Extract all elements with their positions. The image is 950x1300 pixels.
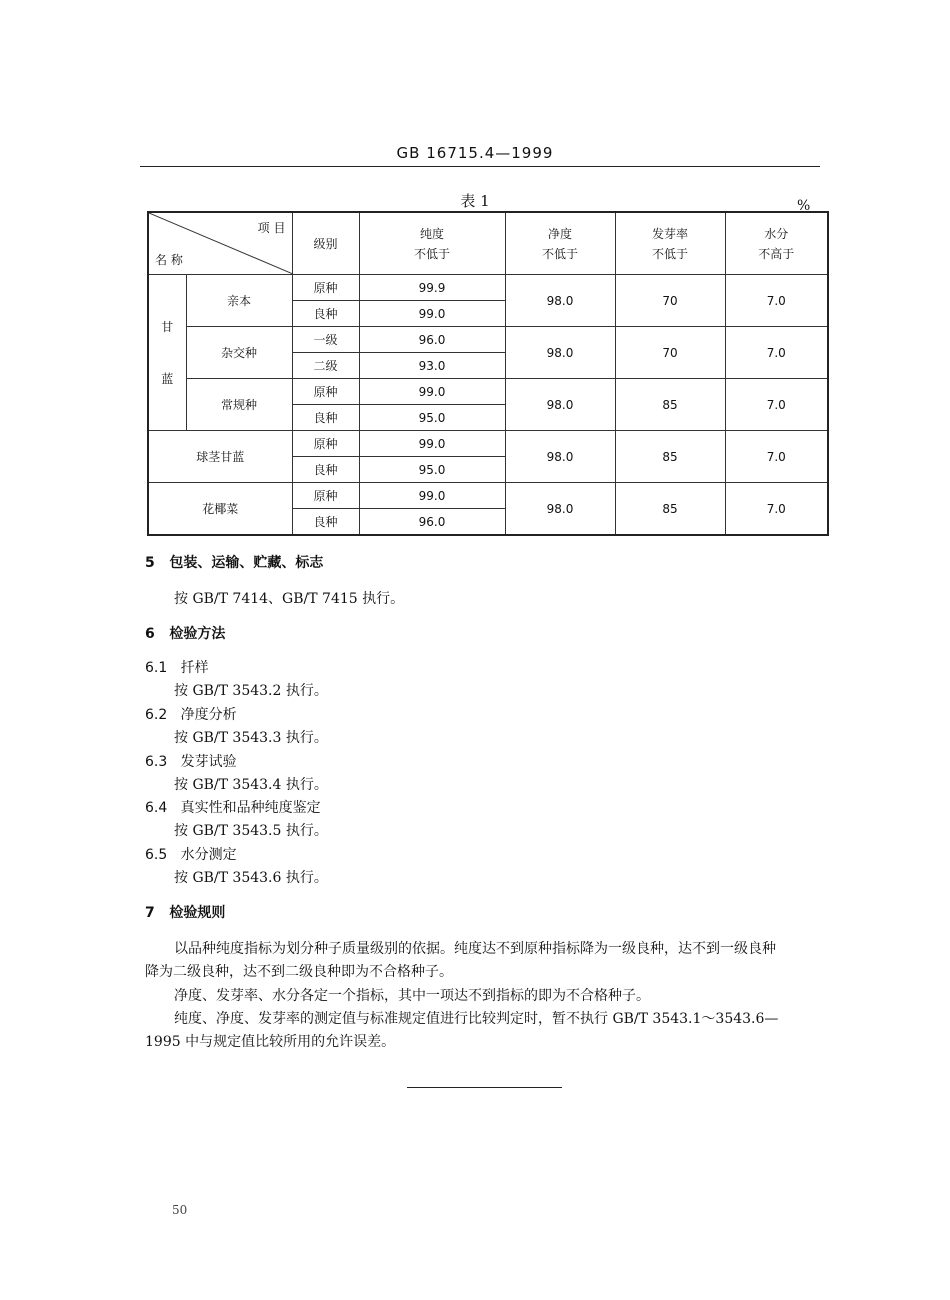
moisture-cell: 7.0 <box>725 379 828 431</box>
moisture-cell: 7.0 <box>725 327 828 379</box>
purity-cell: 99.0 <box>359 379 505 405</box>
group-name: 常规种 <box>186 379 292 431</box>
germination-cell: 70 <box>615 327 725 379</box>
section-7-para-2: 净度、发芽率、水分各定一个指标，其中一项达不到指标的即为不合格种子。 <box>174 988 650 1004</box>
section-title: 检验方法 <box>169 626 226 642</box>
seed-quality-table <box>147 211 829 536</box>
corner-y-label: 名 称 <box>155 253 183 267</box>
category-char: 蓝 <box>161 371 174 386</box>
section-5-heading <box>145 552 323 572</box>
clarity-cell: 98.0 <box>505 379 615 431</box>
table-row <box>148 379 828 405</box>
section-6-1-heading <box>145 657 209 677</box>
grade-cell: 二级 <box>292 353 359 379</box>
section-6-4-heading <box>145 797 321 817</box>
subsection-number: 6.1 <box>145 660 168 676</box>
header-germination-label: 发芽率 <box>651 226 688 241</box>
section-7-heading <box>145 902 225 922</box>
clarity-cell: 98.0 <box>505 431 615 483</box>
germination-cell: 70 <box>615 275 725 327</box>
purity-cell: 99.0 <box>359 431 505 457</box>
grade-cell: 良种 <box>292 509 359 536</box>
grade-cell: 原种 <box>292 483 359 509</box>
subsection-title: 净度分析 <box>180 707 237 723</box>
group-name: 亲本 <box>186 275 292 327</box>
section-7-para-3-line-2: 1995 中与规定值比较所用的允许误差。 <box>145 1034 396 1050</box>
subsection-title: 发芽试验 <box>180 754 237 770</box>
header-clarity-label: 净度 <box>547 226 572 241</box>
category-label <box>149 301 186 405</box>
table-row <box>148 483 828 509</box>
section-6-1-text: 按 GB/T 3543.2 执行。 <box>174 683 328 699</box>
clarity-cell: 98.0 <box>505 483 615 536</box>
section-number: 7 <box>145 905 155 921</box>
purity-cell: 95.0 <box>359 405 505 431</box>
section-6-5-heading <box>145 844 237 864</box>
moisture-cell: 7.0 <box>725 431 828 483</box>
header-rule <box>140 166 820 167</box>
table-corner-header <box>148 212 292 275</box>
subsection-number: 6.5 <box>145 847 168 863</box>
header-purity <box>359 212 505 275</box>
purity-cell: 96.0 <box>359 327 505 353</box>
grade-cell: 良种 <box>292 405 359 431</box>
section-7-para-1-line-1: 以品种纯度指标为划分种子质量级别的依据。纯度达不到原种指标降为一级良种，达不到一级良种 <box>174 941 776 957</box>
section-6-4-text: 按 GB/T 3543.5 执行。 <box>174 823 328 839</box>
clarity-cell: 98.0 <box>505 275 615 327</box>
section-number: 6 <box>145 626 155 642</box>
section-title: 包装、运输、贮藏、标志 <box>169 555 324 571</box>
header-grade: 级别 <box>292 212 359 275</box>
germination-cell: 85 <box>615 483 725 536</box>
subsection-title: 扦样 <box>180 660 209 676</box>
section-title: 检验规则 <box>169 905 226 921</box>
end-rule <box>407 1087 562 1088</box>
header-moisture-label: 水分 <box>764 226 789 241</box>
grade-cell: 良种 <box>292 301 359 327</box>
category-cell <box>148 275 186 431</box>
group-name: 球茎甘蓝 <box>148 431 292 483</box>
section-6-5-text: 按 GB/T 3543.6 执行。 <box>174 870 328 886</box>
section-number: 5 <box>145 555 155 571</box>
group-name: 杂交种 <box>186 327 292 379</box>
group-name: 花椰菜 <box>148 483 292 536</box>
subsection-number: 6.4 <box>145 800 168 816</box>
grade-cell: 一级 <box>292 327 359 353</box>
header-clarity <box>505 212 615 275</box>
header-moisture-sub: 不高于 <box>758 246 795 261</box>
section-5-text: 按 GB/T 7414、GB/T 7415 执行。 <box>174 591 405 607</box>
page-number: 50 <box>172 1203 188 1217</box>
section-6-2-text: 按 GB/T 3543.3 执行。 <box>174 730 328 746</box>
table-unit: % <box>797 198 811 214</box>
header-purity-sub: 不低于 <box>413 246 450 261</box>
subsection-number: 6.2 <box>145 707 168 723</box>
subsection-title: 水分测定 <box>180 847 237 863</box>
header-germination <box>615 212 725 275</box>
purity-cell: 96.0 <box>359 509 505 536</box>
grade-cell: 原种 <box>292 379 359 405</box>
clarity-cell: 98.0 <box>505 327 615 379</box>
table-row <box>148 431 828 457</box>
purity-cell: 99.9 <box>359 275 505 301</box>
purity-cell: 93.0 <box>359 353 505 379</box>
purity-cell: 99.0 <box>359 483 505 509</box>
germination-cell: 85 <box>615 431 725 483</box>
moisture-cell: 7.0 <box>725 483 828 536</box>
subsection-number: 6.3 <box>145 754 168 770</box>
standard-code-header: GB 16715.4—1999 <box>396 144 554 162</box>
corner-x-label: 项 目 <box>257 221 286 235</box>
grade-cell: 原种 <box>292 275 359 301</box>
category-char: 甘 <box>161 319 174 334</box>
table-row <box>148 327 828 353</box>
section-6-heading <box>145 623 225 643</box>
purity-cell: 99.0 <box>359 301 505 327</box>
subsection-title: 真实性和品种纯度鉴定 <box>180 800 321 816</box>
header-purity-label: 纯度 <box>419 226 444 241</box>
section-7-para-3-line-1: 纯度、净度、发芽率的测定值与标准规定值进行比较判定时，暂不执行 GB/T 3543.1～3543.6— <box>174 1011 779 1027</box>
header-clarity-sub: 不低于 <box>541 246 578 261</box>
table-title: 表 1 <box>460 192 490 210</box>
grade-cell: 原种 <box>292 431 359 457</box>
header-moisture <box>725 212 828 275</box>
section-6-3-heading <box>145 751 237 771</box>
section-7-para-1-line-2: 降为二级良种，达不到二级良种即为不合格种子。 <box>145 964 453 980</box>
section-6-2-heading <box>145 704 237 724</box>
purity-cell: 95.0 <box>359 457 505 483</box>
section-6-3-text: 按 GB/T 3543.4 执行。 <box>174 777 328 793</box>
table-row <box>148 275 828 301</box>
table-header-row <box>148 212 828 275</box>
grade-cell: 良种 <box>292 457 359 483</box>
germination-cell: 85 <box>615 379 725 431</box>
header-germination-sub: 不低于 <box>651 246 688 261</box>
moisture-cell: 7.0 <box>725 275 828 327</box>
